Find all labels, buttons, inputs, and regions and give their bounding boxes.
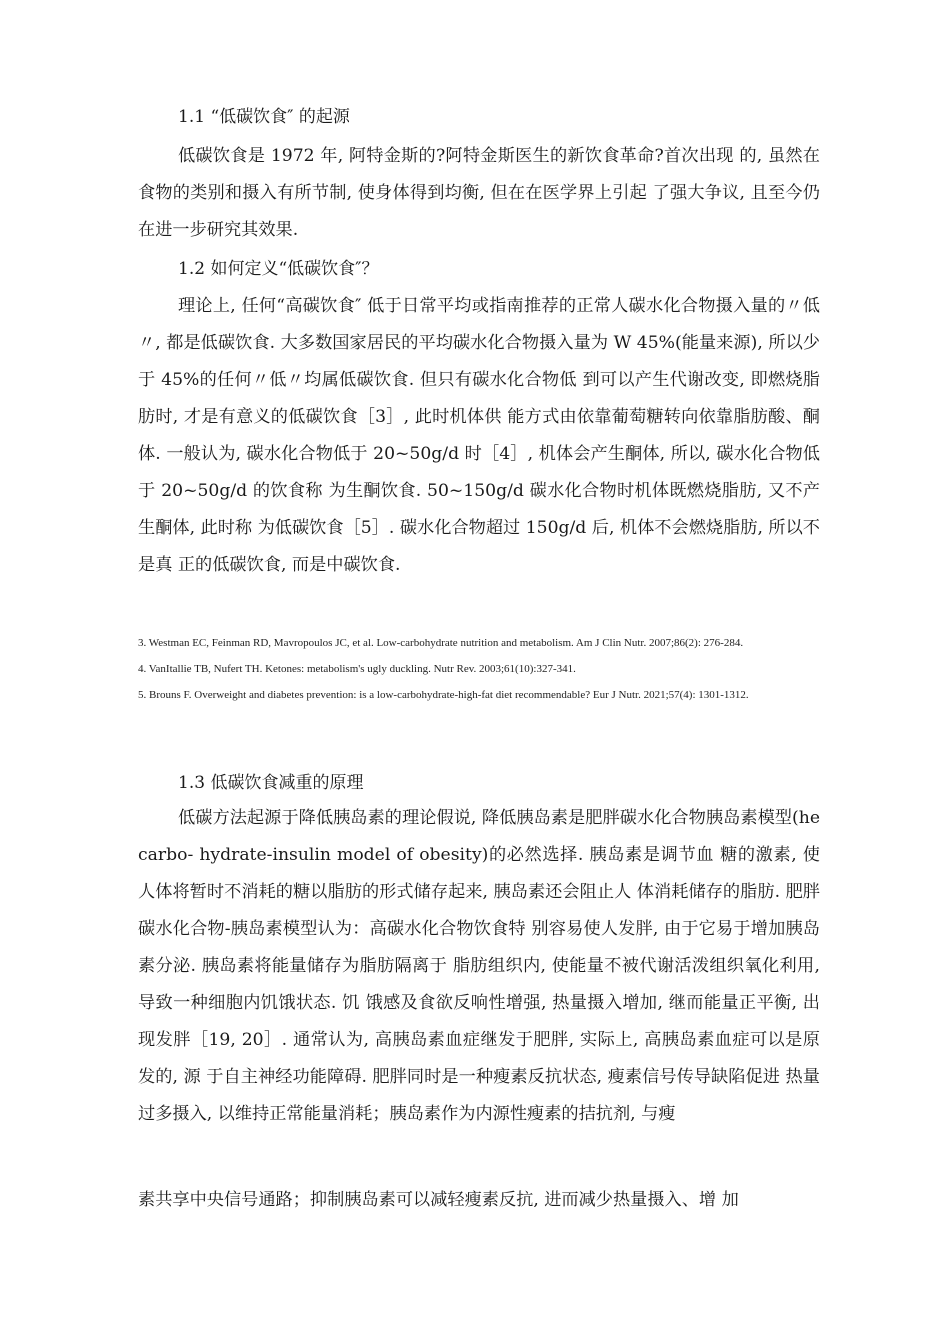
- paragraph-origin: 低碳饮食是 1972 年, 阿特金斯的?阿特金斯医生的新饮食革命?首次出现 的, 虽然在食物的类别和摄入有所节制, 使身体得到均衡, 但在在医学界上引起 了强大争议, 且至今仍在进一步研究其效果.: [138, 146, 820, 240]
- reference-item: 3. Westman EC, Feinman RD, Mavropoulos JC, et al. Low-carbohydrate nutrition and metabolism. Am J Clin Nutr. 2007;86(2): 276-284.: [138, 637, 744, 649]
- paragraph-continuation: 素共享中央信号通路；抑制胰岛素可以减轻瘦素反抗, 进而减少热量摄入、增 加: [138, 1190, 739, 1210]
- reference-list: [138, 630, 820, 708]
- section-heading-principle: 1.3 低碳饮食减重的原理: [178, 773, 364, 793]
- section-heading-definition: 1.2 如何定义“低碳饮食″？: [178, 259, 379, 279]
- reference-item: 4. VanItallie TB, Nufert TH. Ketones: metabolism's ugly duckling. Nutr Rev. 2003;61(10):327-341.: [138, 663, 576, 675]
- paragraph-principle: 低碳方法起源于降低胰岛素的理论假说, 降低胰岛素是肥胖碳水化合物胰岛素模型(he carbo- hydrate-insulin model of obesity)的必然选择. 胰岛素是调节血 糖的激素, 使人体将暂时不消耗的糖以脂肪的形式储存起来, 胰岛素还会阻止人 体消耗储存的脂肪. 肥胖碳水化合物-胰岛素模型认为：高碳水化合物饮食特 别容易使人发胖, 由于它易于增加胰岛素分泌. 胰岛素将能量储存为脂肪隔离于 脂肪组织内, 使能量不被代谢活泼组织氧化利用, 导致一种细胞内饥饿状态. 饥 饿感及食欲反响性增强, 热量摄入增加, 继而能量正平衡, 出现发胖［19, 20］. 通常认为, 高胰岛素血症继发于肥胖, 实际上, 高胰岛素血症可以是原发的, 源 于自主神经功能障碍. 肥胖同时是一种瘦素反抗状态, 瘦素信号传导缺陷促进 热量过多摄入, 以维持正常能量消耗；胰岛素作为内源性瘦素的拮抗剂, 与瘦: [138, 808, 820, 1124]
- reference-item: 5. Brouns F. Overweight and diabetes prevention: is a low-carbohydrate-high-fat diet recommendable? Eur J Nutr. 2021;57(4): 1301-1312.: [138, 689, 749, 701]
- section-heading-origin: 1.1 “低碳饮食″ 的起源: [178, 107, 350, 127]
- paragraph-definition: 理论上, 任何“高碳饮食″ 低于日常平均或指南推荐的正常人碳水化合物摄入量的〃低〃, 都是低碳饮食. 大多数国家居民的平均碳水化合物摄入量为 W 45%(能量来源), 所以少于 45%的任何〃低〃均属低碳饮食. 但只有碳水化合物低 到可以产生代谢改变, 即燃烧脂肪时, 才是有意义的低碳饮食［3］, 此时机体供 能方式由依靠葡萄糖转向依靠脂肪酸、酮体. 一般认为, 碳水化合物低于 20~50g/d 时［4］, 机体会产生酮体, 所以, 碳水化合物低于 20~50g/d 的饮食称 为生酮饮食. 50~150g/d 碳水化合物时机体既燃烧脂肪, 又不产生酮体, 此时称 为低碳饮食［5］. 碳水化合物超过 150g/d 后, 机体不会燃烧脂肪, 所以不是真 正的低碳饮食, 而是中碳饮食.: [138, 296, 820, 575]
